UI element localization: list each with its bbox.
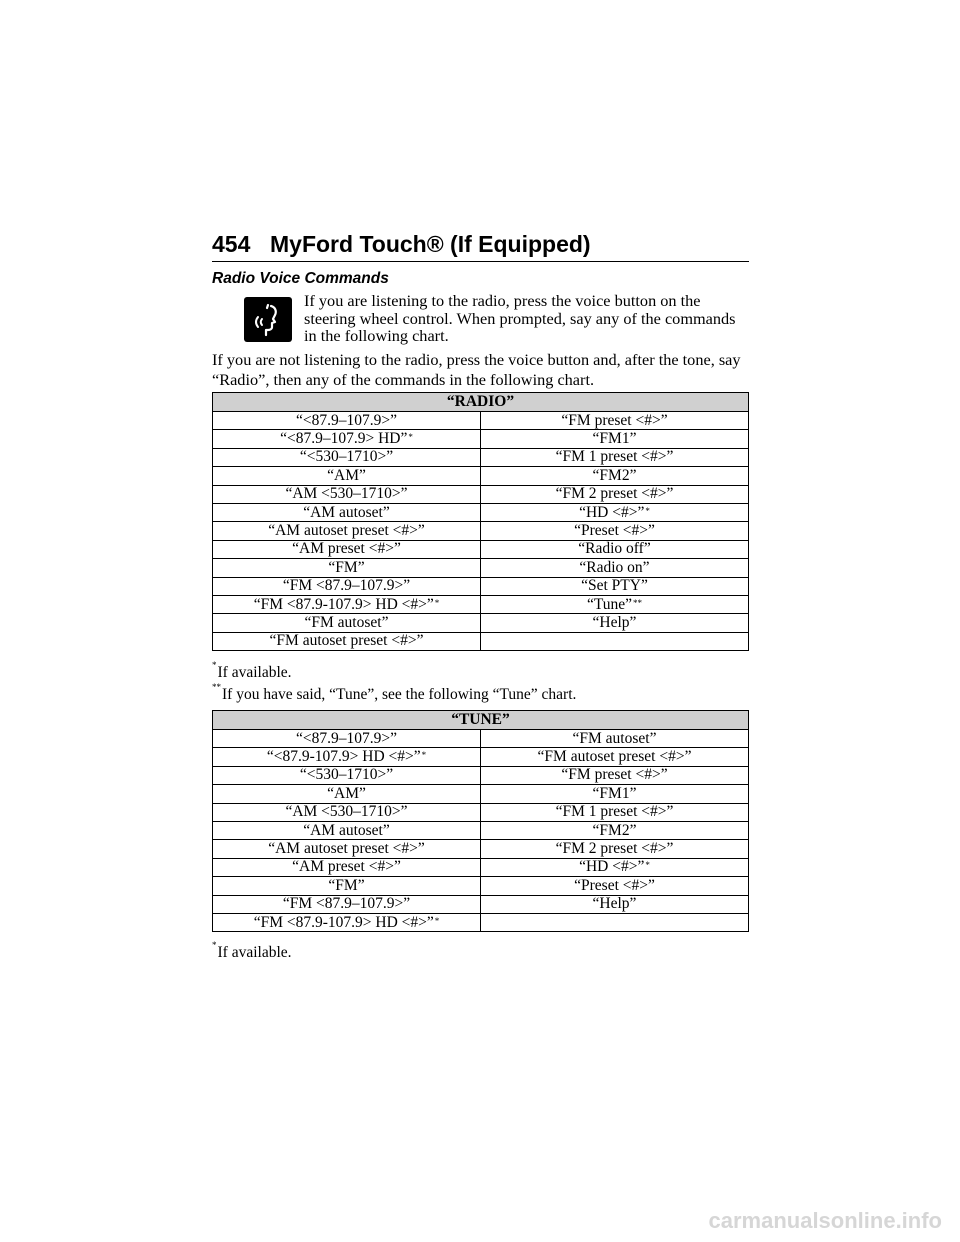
command-text: “FM autoset preset <#>” — [537, 748, 692, 766]
command-cell — [213, 785, 481, 803]
command-cell — [481, 503, 749, 521]
command-text: “FM autoset” — [304, 613, 389, 631]
footnote-mark: * — [434, 915, 440, 926]
command-text: “FM” — [328, 558, 365, 576]
command-text: “AM autoset preset <#>” — [268, 840, 425, 858]
command-text: “FM1” — [592, 784, 637, 802]
command-text: “<87.9–107.9> HD” — [280, 430, 408, 448]
command-text: “Set PTY” — [581, 577, 648, 595]
command-text: “Help” — [592, 895, 637, 913]
tune-table-row — [213, 913, 749, 931]
tune-footnote-1 — [212, 940, 292, 962]
radio-table-row — [213, 540, 749, 558]
command-cell — [481, 877, 749, 895]
command-text: “AM autoset” — [303, 821, 390, 839]
command-cell — [481, 430, 749, 448]
command-text: “FM 1 preset <#>” — [555, 803, 674, 821]
command-cell — [481, 895, 749, 913]
command-text: “Help” — [592, 613, 637, 631]
command-cell — [481, 766, 749, 784]
command-cell — [481, 730, 749, 748]
tune-table-row — [213, 840, 749, 858]
footnote-mark: * — [212, 660, 217, 670]
command-text: “AM” — [327, 784, 366, 802]
footnote-mark: * — [645, 505, 650, 516]
radio-table-row — [213, 412, 749, 430]
watermark: carmanualsonline.info — [708, 1208, 942, 1233]
command-cell — [213, 485, 481, 503]
command-cell — [213, 522, 481, 540]
radio-table-row — [213, 467, 749, 485]
command-cell — [481, 448, 749, 466]
intro-paragraph: If you are listening to the radio, press the voice button on the steering wheel control. When prompted, say any of the commands in the following chart. — [304, 291, 736, 345]
instruction-paragraph: If you are not listening to the radio, press the voice button and, after the tone, say “Radio”, then any of the commands in the following chart. — [212, 350, 741, 389]
radio-table-row — [213, 559, 749, 577]
footnote-mark: * — [645, 860, 650, 871]
command-text: “Radio on” — [579, 558, 650, 576]
command-cell — [481, 522, 749, 540]
command-cell — [481, 803, 749, 821]
command-cell — [481, 467, 749, 485]
command-text: “FM 1 preset <#>” — [555, 448, 674, 466]
command-text: “Preset <#>” — [574, 522, 655, 540]
command-cell — [481, 595, 749, 613]
command-cell — [481, 614, 749, 632]
footnote-mark: ** — [212, 682, 221, 692]
radio-table-title: “RADIO” — [213, 393, 749, 412]
command-cell — [481, 632, 749, 650]
command-cell — [213, 877, 481, 895]
tune-table-row — [213, 821, 749, 839]
tune-table-row — [213, 730, 749, 748]
command-text: “FM” — [328, 876, 365, 894]
command-cell — [481, 577, 749, 595]
command-cell — [481, 840, 749, 858]
command-cell — [481, 485, 749, 503]
command-cell — [481, 748, 749, 766]
tune-table-row — [213, 803, 749, 821]
radio-footnote-2 — [212, 682, 577, 704]
footnote-mark: * — [434, 597, 440, 608]
command-cell — [213, 430, 481, 448]
command-text: “<530–1710>” — [299, 766, 394, 784]
command-cell — [481, 540, 749, 558]
command-cell — [213, 540, 481, 558]
command-cell — [213, 730, 481, 748]
command-text: “FM 2 preset <#>” — [555, 840, 674, 858]
command-cell — [481, 412, 749, 430]
radio-table-row — [213, 503, 749, 521]
command-text: “FM <87.9-107.9> HD <#>” — [253, 595, 434, 613]
tune-table-row — [213, 785, 749, 803]
chapter-title: MyFord Touch® (If Equipped) — [270, 231, 591, 257]
command-text: “FM2” — [592, 821, 637, 839]
command-text: “Tune” — [586, 595, 633, 613]
command-cell — [213, 748, 481, 766]
command-cell — [213, 448, 481, 466]
footnote-mark: * — [421, 750, 427, 761]
command-cell — [213, 559, 481, 577]
command-text: “<530–1710>” — [299, 448, 394, 466]
footnote-mark: * — [408, 432, 413, 443]
radio-footnote-1 — [212, 660, 292, 682]
footnote-text: If available. — [217, 664, 292, 681]
command-cell — [213, 595, 481, 613]
radio-commands-table — [212, 392, 749, 651]
command-cell — [481, 913, 749, 931]
command-text: “<87.9–107.9>” — [296, 729, 397, 747]
command-cell — [481, 559, 749, 577]
command-cell — [213, 614, 481, 632]
command-cell — [481, 785, 749, 803]
command-text: “AM autoset” — [303, 503, 390, 521]
command-text: “AM preset <#>” — [292, 540, 401, 558]
command-text: “Radio off” — [578, 540, 651, 558]
command-text: “AM preset <#>” — [292, 858, 401, 876]
page-header — [212, 225, 749, 262]
tune-table-row — [213, 877, 749, 895]
tune-commands-table — [212, 710, 749, 932]
command-cell — [213, 858, 481, 876]
command-text: “HD <#>” — [579, 503, 645, 521]
radio-table-row — [213, 632, 749, 650]
page-number: 454 — [212, 231, 251, 257]
radio-table-row — [213, 577, 749, 595]
command-text: “FM1” — [592, 430, 637, 448]
voice-button-icon — [244, 297, 292, 342]
radio-table-row — [213, 448, 749, 466]
footnote-text: If you have said, “Tune”, see the following “Tune” chart. — [222, 686, 577, 703]
command-cell — [213, 803, 481, 821]
command-text: “<87.9-107.9> HD <#>” — [266, 748, 421, 766]
command-cell — [213, 412, 481, 430]
command-cell — [213, 840, 481, 858]
tune-table-row — [213, 858, 749, 876]
command-cell — [213, 632, 481, 650]
radio-table-row — [213, 614, 749, 632]
radio-table-row — [213, 595, 749, 613]
section-heading: Radio Voice Commands — [212, 270, 389, 287]
command-text: “AM” — [327, 466, 366, 484]
command-text: “FM <87.9–107.9>” — [282, 577, 411, 595]
tune-table-row — [213, 895, 749, 913]
command-text: “FM preset <#>” — [561, 766, 668, 784]
tune-table-row — [213, 748, 749, 766]
tune-table-title: “TUNE” — [213, 711, 749, 730]
command-text: “HD <#>” — [579, 858, 645, 876]
command-text: “FM2” — [592, 466, 637, 484]
command-text: “FM autoset” — [572, 729, 657, 747]
tune-table-row — [213, 766, 749, 784]
command-text: “AM <530–1710>” — [285, 803, 408, 821]
command-text: “<87.9–107.9>” — [296, 411, 397, 429]
command-text: “AM autoset preset <#>” — [268, 522, 425, 540]
command-cell — [213, 913, 481, 931]
radio-table-row — [213, 485, 749, 503]
command-cell — [213, 895, 481, 913]
command-cell — [213, 766, 481, 784]
command-text: “FM preset <#>” — [561, 411, 668, 429]
footnote-mark: * — [212, 940, 217, 950]
command-cell — [213, 821, 481, 839]
command-text: “Preset <#>” — [574, 876, 655, 894]
command-text: “FM <87.9-107.9> HD <#>” — [253, 913, 434, 931]
command-text: “AM <530–1710>” — [285, 485, 408, 503]
command-cell — [481, 821, 749, 839]
radio-table-row — [213, 522, 749, 540]
command-text: “FM autoset preset <#>” — [269, 632, 424, 650]
command-cell — [481, 858, 749, 876]
command-cell — [213, 467, 481, 485]
footnote-mark: ** — [633, 597, 643, 608]
command-cell — [213, 503, 481, 521]
command-text: “FM 2 preset <#>” — [555, 485, 674, 503]
radio-table-row — [213, 430, 749, 448]
command-cell — [213, 577, 481, 595]
footnote-text: If available. — [217, 944, 292, 961]
command-text: “FM <87.9–107.9>” — [282, 895, 411, 913]
